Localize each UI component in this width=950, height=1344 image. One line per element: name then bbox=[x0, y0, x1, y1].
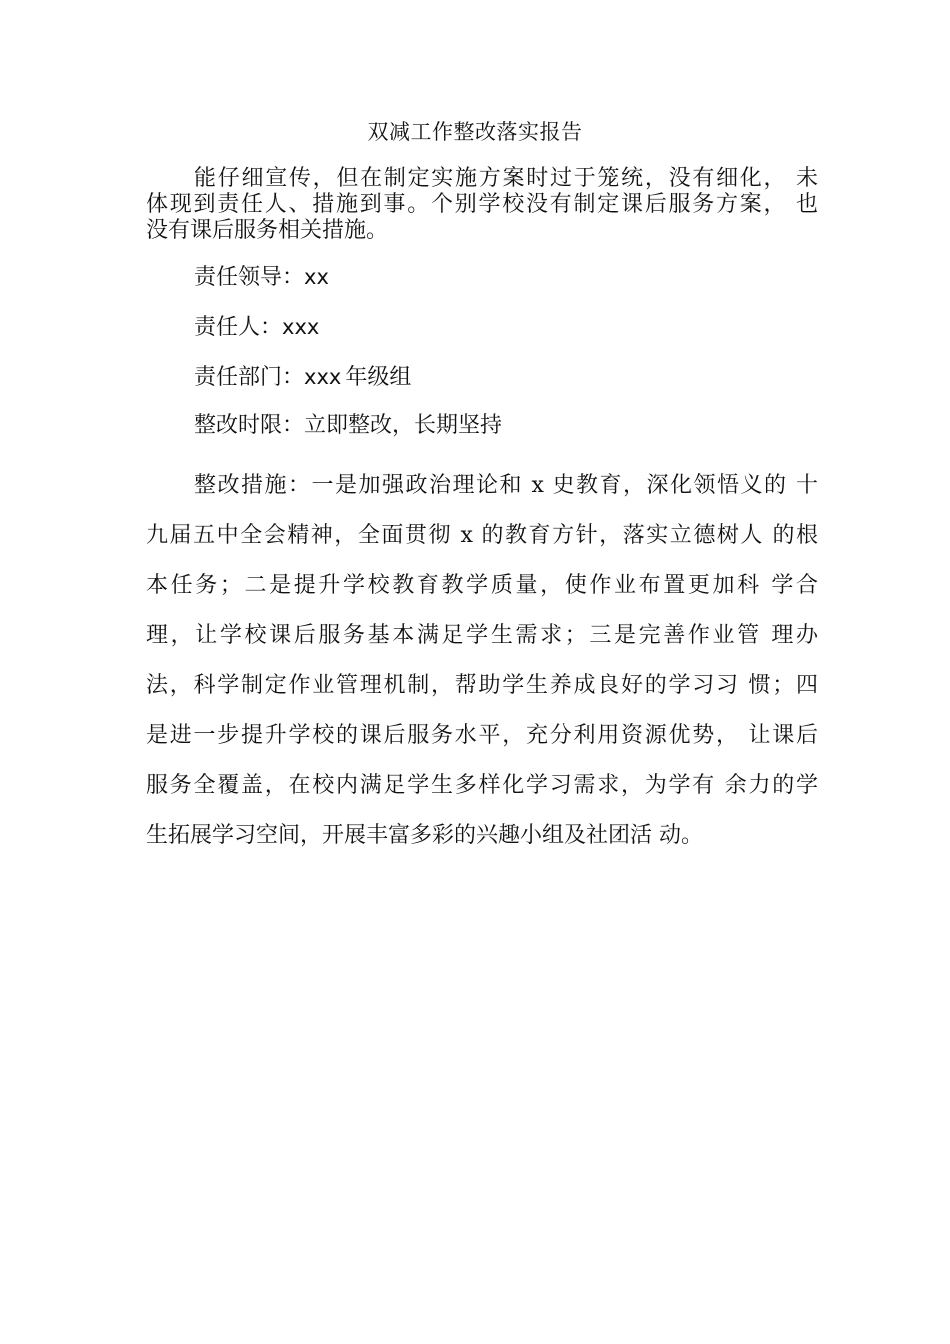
measures-line-3: 本任务；二是提升学校教育教学质量，使作业布置更加科 学合 bbox=[146, 573, 818, 598]
intro-paragraph bbox=[146, 166, 818, 244]
document-title: 双减工作整改落实报告 bbox=[367, 120, 583, 144]
measures-line-7: 服务全覆盖，在校内满足学生多样化学习需求，为学有 余力的学 bbox=[146, 773, 818, 798]
measures-line-2: 九届五中全会精神，全面贯彻 x 的教育方针，落实立德树人 的根 bbox=[146, 523, 818, 548]
responsible-leader-label: 责任领导： bbox=[194, 265, 305, 290]
deadline-label: 整改时限： bbox=[194, 413, 305, 438]
responsible-person-label: 责任人： bbox=[194, 315, 283, 340]
responsible-department-row bbox=[194, 362, 411, 393]
deadline-row bbox=[194, 411, 502, 441]
responsible-person-value: xxx bbox=[282, 315, 320, 339]
responsible-department-label: 责任部门： bbox=[194, 365, 305, 390]
measures-line-1: 整改措施：一是加强政治理论和 x 史教育，深化领悟义的 十 bbox=[194, 473, 818, 498]
deadline-value: 立即整改，长期坚持 bbox=[304, 413, 503, 438]
responsible-leader-row bbox=[194, 262, 329, 293]
responsible-department-value: xxx bbox=[304, 365, 342, 389]
responsible-person-row bbox=[194, 312, 319, 343]
measures-line-5: 法，科学制定作业管理机制，帮助学生养成良好的学习习 惯；四 bbox=[146, 673, 818, 698]
intro-line-2: 体现到责任人、措施到事。个别学校没有制定课后服务方案， 也 bbox=[146, 192, 818, 217]
responsible-leader-value: xx bbox=[304, 265, 329, 289]
responsible-department-suffix: 年级组 bbox=[345, 365, 412, 390]
intro-line-3: 没有课后服务相关措施。 bbox=[146, 218, 389, 243]
intro-line-1: 能仔细宣传，但在制定实施方案时过于笼统，没有细化， 未 bbox=[194, 166, 818, 191]
measures-line-6: 是进一步提升学校的课后服务水平，充分利用资源优势， 让课后 bbox=[146, 723, 818, 748]
measures-paragraph bbox=[146, 461, 818, 861]
measures-line-4: 理，让学校课后服务基本满足学生需求；三是完善作业管 理办 bbox=[146, 623, 818, 648]
measures-line-8: 生拓展学习空间，开展丰富多彩的兴趣小组及社团活 动。 bbox=[146, 823, 703, 848]
